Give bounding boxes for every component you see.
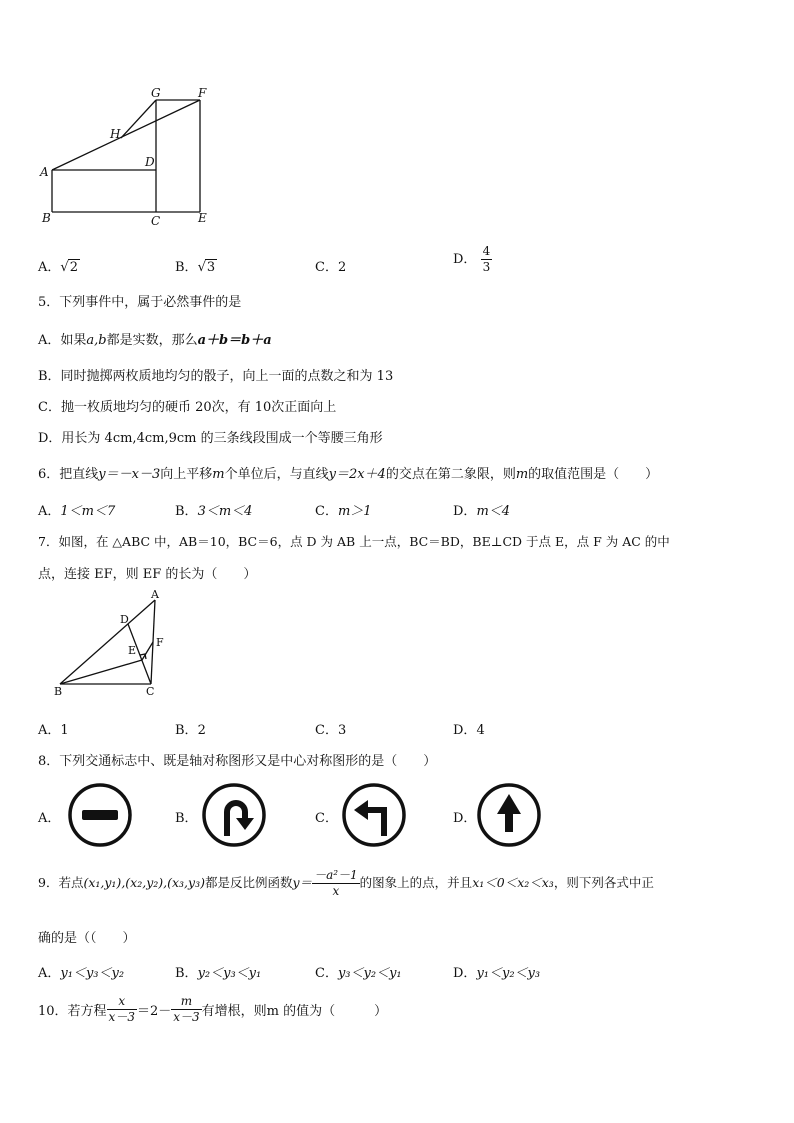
- q9-option-b[interactable]: B．y₂＜y₃＜y₁: [175, 966, 262, 981]
- label-C: C: [146, 685, 155, 698]
- q10-stem: 10．若方程 $\frac{x}{x-3}$ ＝2－ $\frac{m}{x-3}$ 有增根，则m 的值为（ ）: [38, 994, 388, 1024]
- q7-stem-line1: 7．如图，在 △ABC 中，AB＝10，BC＝6，点 D 为 AB 上一点，BC＝BD，BE⊥CD 于点 E，点 F 为 AC 的中: [38, 534, 670, 549]
- q7-option-b[interactable]: B．2: [175, 723, 206, 738]
- q9-option-a[interactable]: A．y₁＜y₃＜y₂: [38, 966, 125, 981]
- q5-stem: 5．下列事件中，属于必然事件的是: [38, 295, 242, 310]
- q7-option-d[interactable]: D．4: [453, 723, 485, 738]
- q4-option-a[interactable]: A．√2: [38, 260, 78, 275]
- label-F: F: [156, 636, 164, 649]
- label-A: A: [151, 588, 159, 601]
- label-G: G: [151, 86, 161, 100]
- straight-arrow-sign-icon: [476, 782, 542, 848]
- q9-stem-line2: 确的是（（ ）: [38, 931, 136, 946]
- turn-left-sign-icon: [340, 782, 408, 848]
- q7-option-a[interactable]: A．1: [38, 723, 69, 738]
- q5-option-a[interactable]: A．如果a,b都是实数，那么a＋b＝b＋a: [38, 333, 272, 348]
- fraction: $\frac{\text{－a²－1}}{x}$: [314, 868, 358, 898]
- sqrt-value: 3: [206, 260, 216, 275]
- q5-option-b[interactable]: B．同时抛掷两枚质地均匀的骰子，向上一面的点数之和为 13: [38, 369, 394, 384]
- q8-stem: 8．下列交通标志中、既是轴对称图形又是中心对称图形的是（ ）: [38, 754, 437, 769]
- q8-option-a-label[interactable]: A．: [38, 811, 61, 826]
- figure-rectangle-diagram: [30, 84, 220, 232]
- label-B: B: [42, 211, 51, 225]
- q7-stem-line2: 点，连接 EF，则 EF 的长为（ ）: [38, 567, 257, 582]
- q5-option-c[interactable]: C．抛一枚质地均匀的硬币 20次，有 10次正面向上: [38, 400, 337, 415]
- label-A: A: [40, 165, 49, 179]
- q8-option-c-label[interactable]: C．: [315, 811, 338, 826]
- minus-sign-icon: [67, 782, 133, 848]
- figure-triangle-abc: [48, 588, 178, 700]
- q6-option-c[interactable]: C．m＞1: [315, 504, 372, 519]
- label-B: B: [54, 685, 63, 698]
- label-H: H: [110, 127, 121, 141]
- q8-option-b-label[interactable]: B．: [175, 811, 198, 826]
- q5-option-d[interactable]: D．用长为 4cm,4cm,9cm 的三条线段围成一个等腰三角形: [38, 431, 383, 446]
- u-turn-sign-icon: [200, 782, 268, 848]
- fraction: $\frac{m}{x-3}$: [173, 994, 200, 1024]
- label-E: E: [128, 644, 137, 657]
- fraction: $\frac{4}{3}$: [482, 244, 491, 274]
- sqrt-value: 2: [69, 260, 78, 275]
- q9-option-c[interactable]: C．y₃＜y₂＜y₁: [315, 966, 402, 981]
- q6-stem: 6．把直线y＝－x－3向上平移m个单位后，与直线y＝2x＋4的交点在第二象限，则m的取值范围是（ ）: [38, 467, 659, 482]
- q9-option-d[interactable]: D．y₁＜y₂＜y₃: [453, 966, 541, 981]
- q4-option-c[interactable]: C．2: [315, 260, 347, 275]
- q4-option-b[interactable]: B．√3: [175, 260, 216, 275]
- q6-option-a[interactable]: A．1＜m＜7: [38, 504, 116, 519]
- fraction: $\frac{x}{x-3}$: [108, 994, 135, 1024]
- label-E: E: [198, 211, 207, 225]
- q9-stem-line1: 9．若点(x₁,y₁),(x₂,y₂),(x₃,y₃)都是反比例函数y＝ $\frac{\text{－a²－1}}{x}$ 的图象上的点，并且x₁＜0＜x₂＜x₃，则下列各式中正: [38, 868, 654, 898]
- label-C: C: [151, 214, 161, 228]
- q4-option-d[interactable]: D． $\frac{4}{3}$: [453, 244, 491, 274]
- label-D: D: [120, 613, 129, 626]
- q6-option-b[interactable]: B．3＜m＜4: [175, 504, 253, 519]
- q7-option-c[interactable]: C．3: [315, 723, 347, 738]
- label-F: F: [198, 86, 207, 100]
- q6-option-d[interactable]: D．m＜4: [453, 504, 511, 519]
- label-D: D: [145, 155, 155, 169]
- q8-option-d-label[interactable]: D．: [453, 811, 477, 826]
